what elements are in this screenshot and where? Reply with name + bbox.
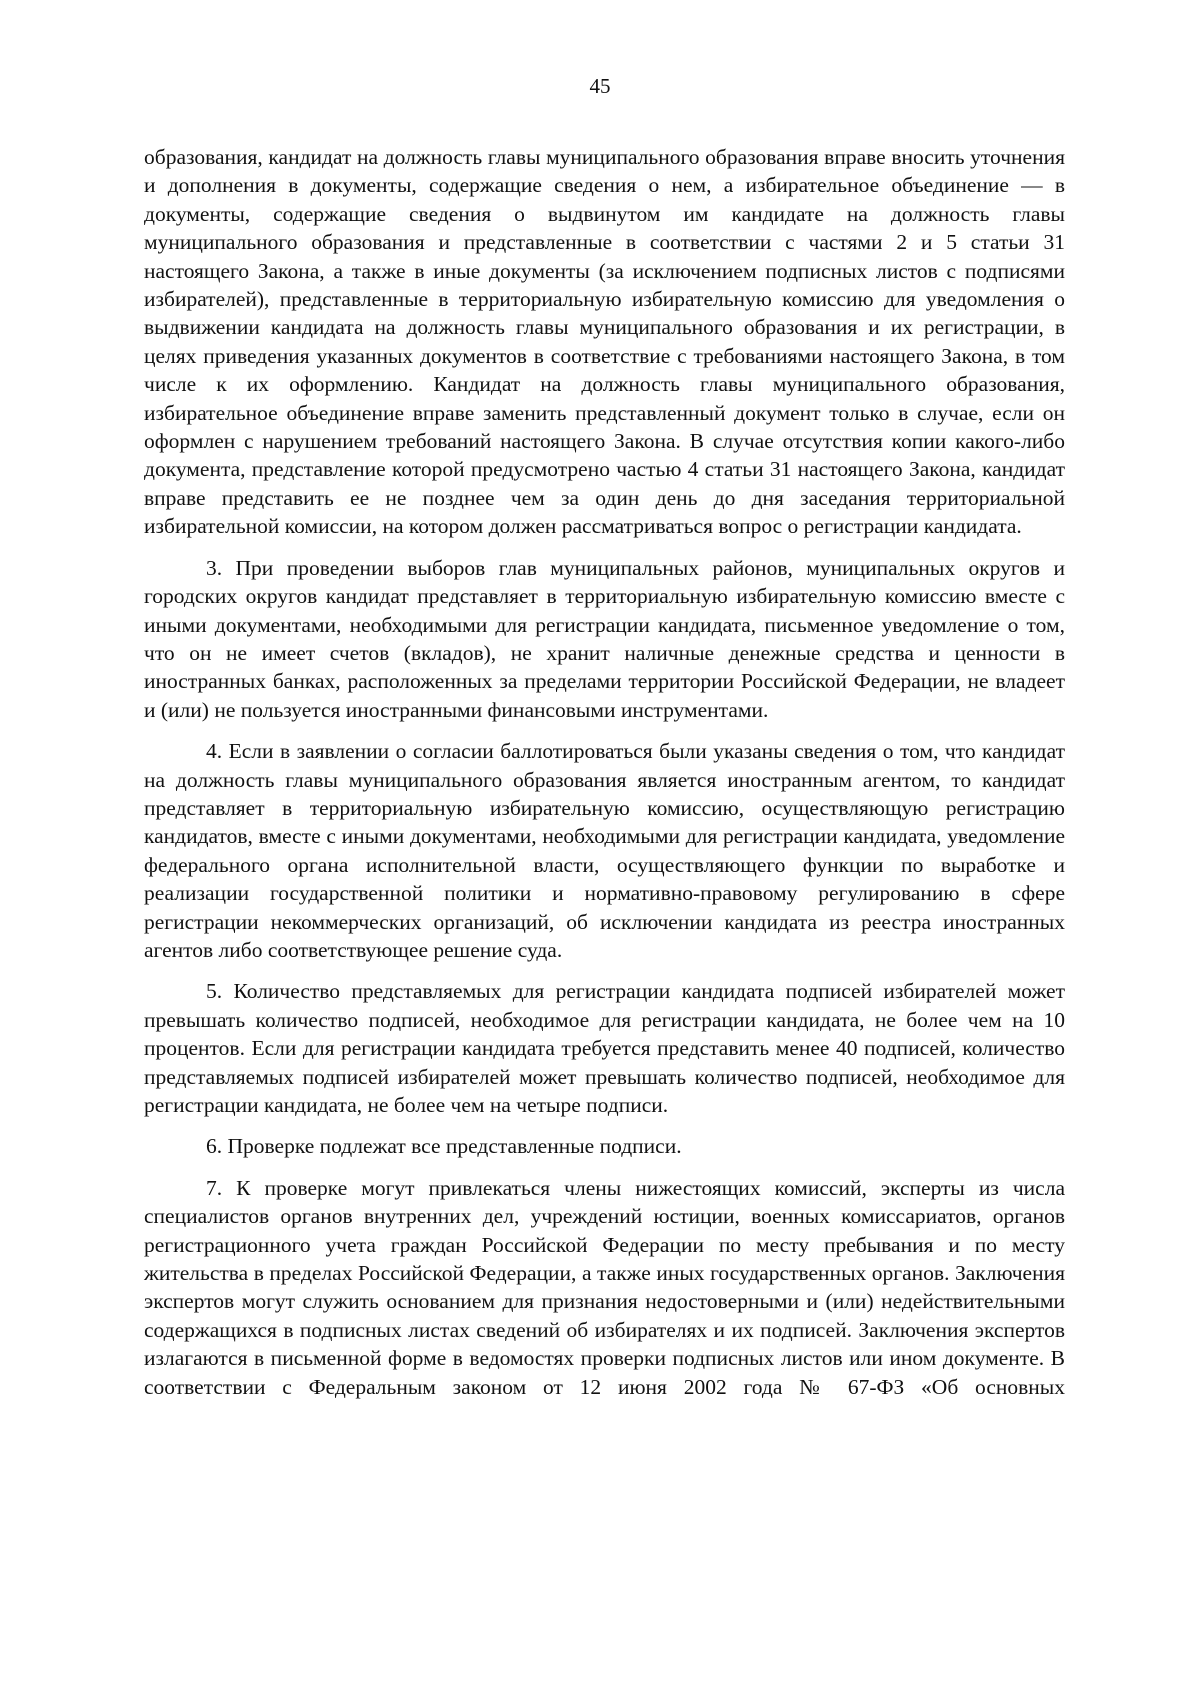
paragraph-6: 6. Проверке подлежат все представленные подписи. (206, 1134, 682, 1159)
document-body (144, 143, 1065, 1414)
paragraph-5: 5. Количество представляемых для регистрации кандидата подписей избирателей может превышать количество подписей, необходимое для регистрации кандидата, не более чем на 10 процентов. Если для регистрации кандидата требуется представить менее 40 подписей, количество представляемых подписей избирателей может превышать количество подписей, необходимое для регистрации кандидата, не более чем на четыре подписи. (144, 979, 1065, 1117)
page-number: 45 (589, 74, 611, 98)
paragraph-7: 7. К проверке могут привлекаться члены нижестоящих комиссий, эксперты из числа специалистов органов внутренних дел, учреждений юстиции, военных комиссариатов, органов регистрационного учета граждан Российской Федерации по месту пребывания и по месту жительства в пределах Российской Федерации, а также иных государственных органов. Заключения экспертов могут служить основанием для признания недостоверными и (или) недействительными содержащихся в подписных листах сведений об избирателях и их подписей. Заключения экспертов излагаются в письменной форме в ведомостях проверки подписных листов или ином документе. В соответствии с Федеральным законом от 12 июня 2002 года № 67-ФЗ «Об основных (144, 1175, 1065, 1399)
paragraph-4: 4. Если в заявлении о согласии баллотироваться были указаны сведения о том, что кандидат на должность главы муниципального образования является иностранным агентом, то кандидат представляет в территориальную избирательную комиссию, осуществляющую регистрацию кандидатов, вместе с иными документами, необходимыми для регистрации кандидата, уведомление федерального органа исполнительной власти, осуществляющего функции по выработке и реализации государственной политики и нормативно-правовому регулированию в сфере регистрации некоммерческих организаций, об исключении кандидата из реестра иностранных агентов либо соответствующее решение суда. (144, 739, 1065, 962)
paragraph-continuation: образования, кандидат на должность главы муниципального образования вправе вносить уточнения и дополнения в документы, содержащие сведения о нем, а избирательное объединение — в документы, содержащие сведения о выдвинутом им кандидате на должность главы муниципального образования и представленные в соответствии с частями 2 и 5 статьи 31 настоящего Закона, а также в иные документы (за исключением подписных листов с подписями избирателей), представленные в территориальную избирательную комиссию для уведомления о выдвижении кандидата на должность главы муниципального образования и их регистрации, в целях приведения указанных документов в соответствие с требованиями настоящего Закона, в том числе к их оформлению. Кандидат на должность главы муниципального образования, избирательное объединение вправе заменить представленный документ только в случае, если он оформлен с нарушением требований настоящего Закона. В случае отсутствия копии какого-либо документа, представление которой предусмотрено частью 4 статьи 31 настоящего Закона, кандидат вправе представить ее не позднее чем за один день до дня заседания территориальной избирательной комиссии, на котором должен рассматриваться вопрос о регистрации кандидата. (144, 145, 1065, 539)
paragraph-3: 3. При проведении выборов глав муниципальных районов, муниципальных округов и городских округов кандидат представляет в территориальную избирательную комиссию вместе с иными документами, необходимыми для регистрации кандидата, письменное уведомление о том, что он не имеет счетов (вкладов), не хранит наличные денежные средства и ценности в иностранных банках, расположенных за пределами территории Российской Федерации, не владеет и (или) не пользуется иностранными финансовыми инструментами. (144, 555, 1065, 722)
